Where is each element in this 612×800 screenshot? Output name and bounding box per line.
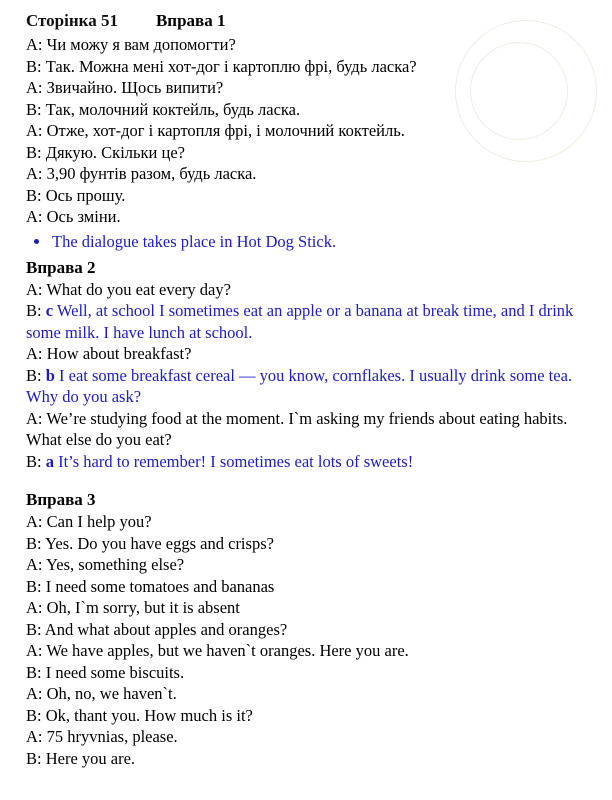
dialogue-line (26, 279, 598, 301)
speaker-prefix: A: (26, 279, 47, 299)
speaker-prefix: B: (26, 451, 46, 471)
dialogue-line: A: We have apples, but we haven`t oranges. Here you are. (26, 641, 409, 660)
dialogue-line: B: Ok, thant you. How much is it? (26, 705, 253, 725)
dialogue-line: A: Oh, I`m sorry, but it is absent (26, 598, 240, 617)
answer-marker: c (45, 301, 54, 320)
dialogue-line: A: 3,90 фунтів разом, будь ласка. (26, 164, 257, 183)
dialogue-line: B: Ось прошу. (26, 185, 126, 205)
dialogue-line: B: I need some tomatoes and bananas (26, 576, 275, 596)
exercise-2-body (26, 279, 598, 473)
dialogue-line (26, 365, 598, 408)
exercise-1-answer-bullet (26, 230, 598, 254)
dialogue-line: B: Так. Можна мені хот-дог і картоплю фрі, будь ласка? (26, 56, 417, 76)
page-header (26, 10, 598, 32)
section-spacer (26, 472, 598, 486)
exercise-1-answer-text: The dialogue takes place in Hot Dog Stick. (52, 231, 337, 251)
dialogue-line: B: I need some biscuits. (26, 662, 185, 682)
dialogue-line (26, 343, 598, 365)
exercise-1-title: Вправа 1 (155, 11, 226, 30)
speaker-prefix: B: (26, 365, 46, 385)
dialogue-line: A: Чи можу я вам допомогти? (26, 35, 236, 54)
page-number-label: Сторінка 51 (26, 11, 118, 30)
dialogue-line: A: Ось зміни. (26, 207, 121, 226)
dialogue-line: A: Отже, хот-дог і картопля фрі, і молочний коктейль. (26, 121, 405, 140)
speaker-prefix: B: (26, 301, 46, 320)
dialogue-line: A: Oh, no, we haven`t. (26, 684, 177, 703)
line-text: We’re studying food at the moment. I`m asking my friends about eating habits. What else do you eat? (26, 408, 568, 449)
dialogue-line (26, 300, 598, 343)
line-text: Well, at school I sometimes eat an apple or a banana at break time, and I drink some milk. I have lunch at school. (26, 301, 574, 342)
line-text: How about breakfast? (46, 344, 192, 363)
dialogue-line: B: Here you are. (26, 748, 136, 768)
answer-marker: b (45, 365, 55, 385)
speaker-prefix: A: (26, 408, 47, 428)
page-content (26, 10, 598, 769)
dialogue-line (26, 408, 598, 451)
dialogue-line: B: Дякую. Скільки це? (26, 142, 185, 162)
line-text: It’s hard to remember! I sometimes eat lots of sweets! (53, 451, 414, 471)
answer-marker: a (45, 451, 54, 471)
dialogue-line: B: Так, молочний коктейль, будь ласка. (26, 99, 301, 119)
line-text: I eat some breakfast cereal — you know, cornflakes. I usually drink some tea. Why do you ask? (26, 365, 573, 406)
dialogue-line: A: Звичайно. Щось випити? (26, 78, 224, 97)
dialogue-line: A: Yes, something else? (26, 555, 185, 574)
exercise-3-body (26, 511, 598, 769)
exercise-3-title: Вправа 3 (26, 490, 96, 509)
dialogue-line: B: And what about apples and oranges? (26, 619, 288, 639)
dialogue-line (26, 451, 598, 473)
dialogue-line: A: Can I help you? (26, 512, 152, 531)
dialogue-line: B: Yes. Do you have eggs and crisps? (26, 533, 274, 553)
line-text: What do you eat every day? (46, 279, 231, 299)
bullet-dot-icon (34, 239, 39, 244)
speaker-prefix: A: (26, 344, 47, 363)
dialogue-line: A: 75 hryvnias, please. (26, 727, 178, 746)
exercise-1-body (26, 34, 598, 228)
exercise-2-title: Вправа 2 (26, 257, 96, 277)
